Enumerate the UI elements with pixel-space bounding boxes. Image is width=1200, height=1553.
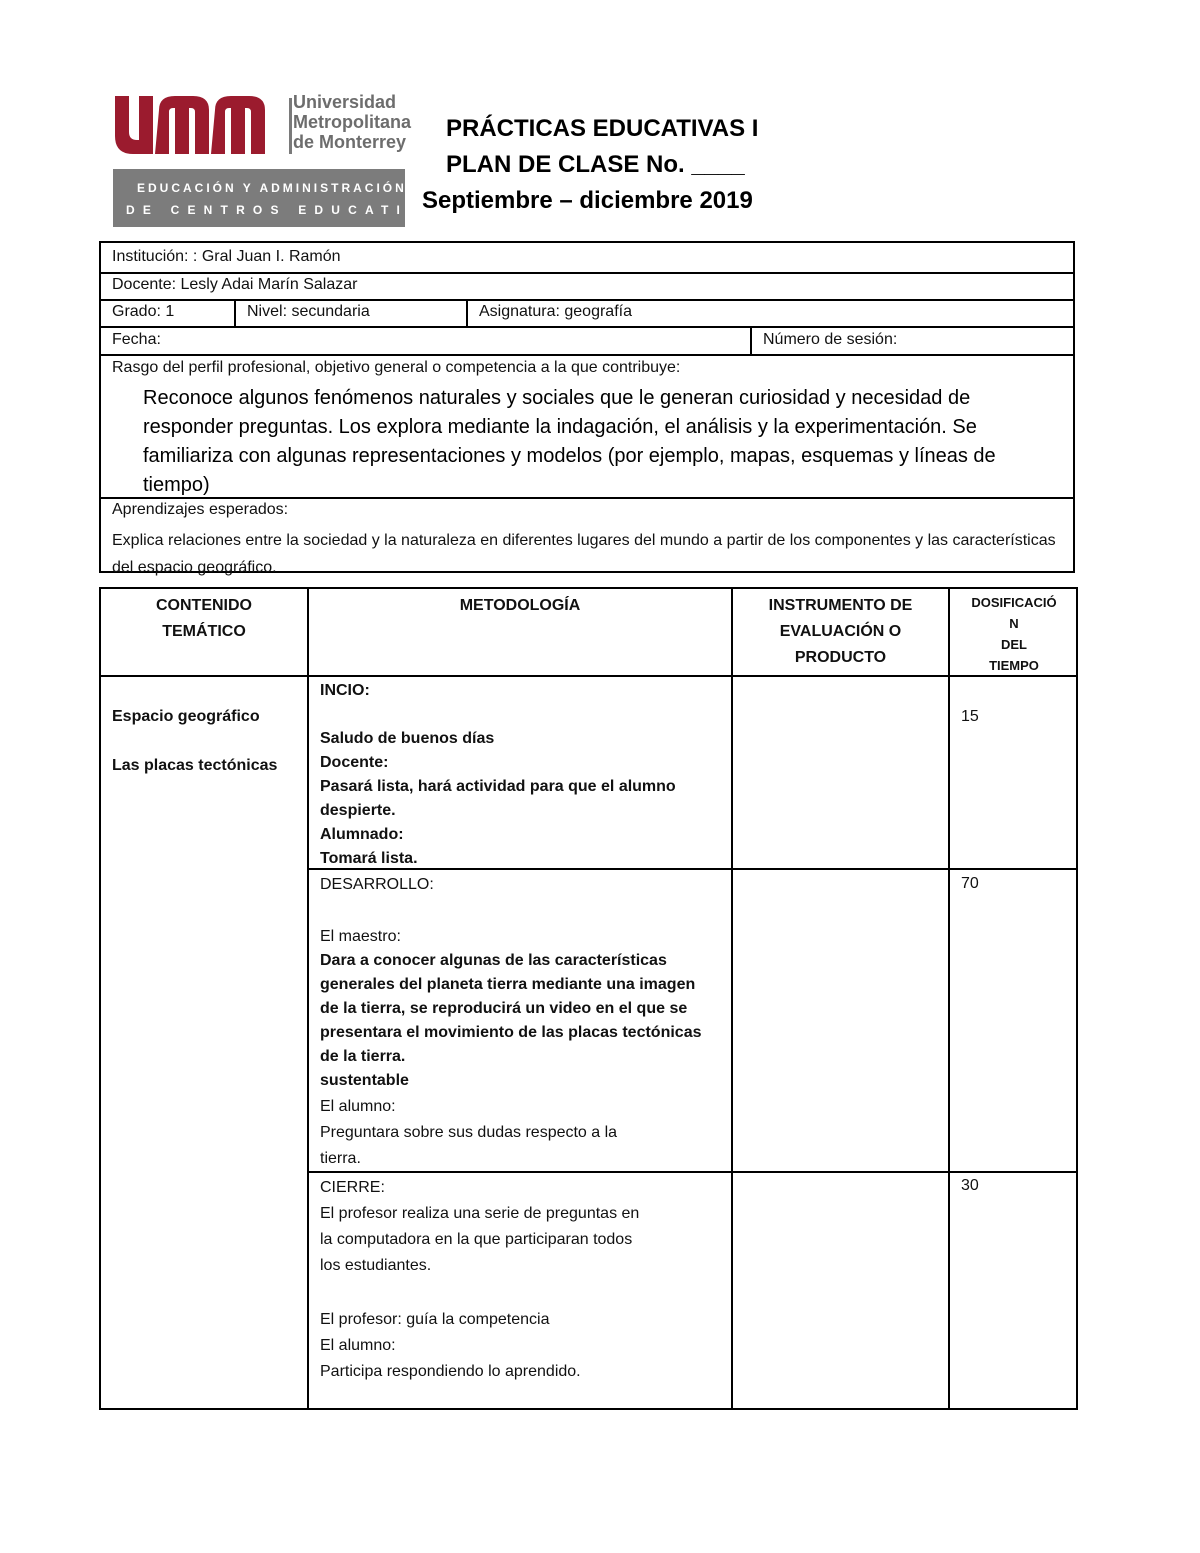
rasgo-text: Reconoce algunos fenómenos naturales y sociales que le generan curiosidad y necesidad de responder preguntas. Los explora mediante la indagación, el análisis y la experimentación. Se familiariza con algunas representaciones y modelos (por ejemplo, mapas, esquemas y líneas de tiempo) <box>143 387 996 496</box>
row-docente <box>101 272 1073 301</box>
cierre-time: 30 <box>961 1177 979 1194</box>
nivel-field: Nivel: secundaria <box>247 303 370 320</box>
aprendizajes-label: Aprendizajes esperados: <box>112 501 289 518</box>
cierre-title: CIERRE: <box>320 1179 385 1196</box>
info-table <box>99 241 1075 576</box>
aprendizajes-text: Explica relaciones entre la sociedad y la naturaleza en diferentes lugares del mundo a partir de los componentes y las características del espacio geográfico. <box>112 532 1056 576</box>
header-instrumento <box>733 593 948 671</box>
logo-divider <box>289 98 292 154</box>
inicio-line: Docente: <box>320 754 389 771</box>
desarrollo-section <box>320 873 725 1172</box>
header-divider <box>101 675 1076 677</box>
maestro-line: generales del planeta tierra mediante una imagen <box>320 976 696 993</box>
header-line: PRODUCTO <box>794 649 887 666</box>
desarrollo-title: DESARROLLO: <box>320 876 434 893</box>
grado-field: Grado: 1 <box>112 303 175 320</box>
inicio-line: Alumnado: <box>320 826 404 843</box>
col-divider <box>731 589 733 1408</box>
header-line: CONTENIDO <box>156 597 252 614</box>
asignatura-field: Asignatura: geografía <box>479 303 632 320</box>
umm-monogram-icon <box>113 96 265 154</box>
header-line: N <box>1009 616 1019 631</box>
inicio-section <box>320 679 725 871</box>
university-line: Metropolitana <box>293 112 412 132</box>
contenido-item: Las placas tectónicas <box>112 757 278 774</box>
cierre-alumno-label: El alumno: <box>320 1337 396 1354</box>
program-band <box>113 169 458 227</box>
inicio-title: INCIO: <box>320 682 370 699</box>
inicio-line: despierte. <box>320 802 396 819</box>
header-line: TIEMPO <box>989 658 1039 673</box>
program-line: EDUCACIÓN Y ADMINISTRACIÓN <box>137 181 407 195</box>
document-title: PRÁCTICAS EDUCATIVAS I <box>446 115 759 142</box>
rasgo-label: Rasgo del perfil profesional, objetivo general o competencia a la que contribuye: <box>112 359 681 376</box>
row-aprendizajes <box>101 497 1073 576</box>
plan-number: PLAN DE CLASE No. ____ <box>446 151 745 178</box>
header-line: INSTRUMENTO DE <box>768 597 913 614</box>
maestro-line: de la tierra, se reproducirá un video en el que se <box>320 1000 688 1017</box>
cierre-profesor: El profesor: guía la competencia <box>320 1311 550 1328</box>
maestro-line: Dara a conocer algunas de las características <box>320 952 667 969</box>
row-fecha <box>101 326 1073 356</box>
inicio-time: 15 <box>961 708 979 725</box>
maestro-line: sustentable <box>320 1072 409 1089</box>
docente-field: Docente: Lesly Adai Marín Salazar <box>112 276 358 293</box>
maestro-label: El maestro: <box>320 928 401 945</box>
row-institucion <box>101 243 1073 274</box>
cierre-alumno-text: Participa respondiendo lo aprendido. <box>320 1363 581 1380</box>
university-name <box>293 92 411 152</box>
program-line: DE CENTROS EDUCATIVOS <box>126 203 458 217</box>
col-divider <box>948 589 950 1408</box>
alumno-line: tierra. <box>320 1150 361 1167</box>
cierre-line: la computadora en la que participaran todos <box>320 1231 633 1248</box>
fecha-field: Fecha: <box>112 331 161 348</box>
institucion-field: Institución: : Gral Juan I. Ramón <box>112 248 341 265</box>
period: Septiembre – diciembre 2019 <box>422 187 753 214</box>
maestro-line: de la tierra. <box>320 1048 406 1065</box>
university-line: Universidad <box>293 92 397 112</box>
university-line: de Monterrey <box>293 132 407 152</box>
maestro-line: presentara el movimiento de las placas tectónicas <box>320 1024 702 1041</box>
row-grado <box>101 299 1073 328</box>
col-divider <box>307 589 309 1408</box>
header-metodologia: METODOLOGÍA <box>459 597 581 614</box>
alumno-line: Preguntara sobre sus dudas respecto a la <box>320 1124 618 1141</box>
inicio-line: Saludo de buenos días <box>320 730 495 747</box>
header-line: TEMÁTICO <box>162 623 246 640</box>
header-line: DOSIFICACIÓ <box>971 595 1057 610</box>
header-dosificacion <box>950 592 1078 676</box>
header-line: DEL <box>1001 637 1027 652</box>
cierre-line: los estudiantes. <box>320 1257 432 1274</box>
header-contenido <box>101 593 307 645</box>
row-rasgo <box>101 354 1073 499</box>
contenido-item: Espacio geográfico <box>112 708 260 725</box>
inicio-line: Pasará lista, hará actividad para que el alumno <box>320 778 676 795</box>
header-line: EVALUACIÓN O <box>779 623 902 640</box>
inicio-line: Tomará lista. <box>320 850 418 867</box>
cierre-line: El profesor realiza una serie de preguntas en <box>320 1205 640 1222</box>
cierre-section <box>320 1175 725 1385</box>
lesson-table <box>99 587 1078 1410</box>
desarrollo-time: 70 <box>961 875 979 892</box>
sesion-field: Número de sesión: <box>763 331 898 348</box>
alumno-label: El alumno: <box>320 1098 396 1115</box>
university-logo <box>113 92 458 228</box>
